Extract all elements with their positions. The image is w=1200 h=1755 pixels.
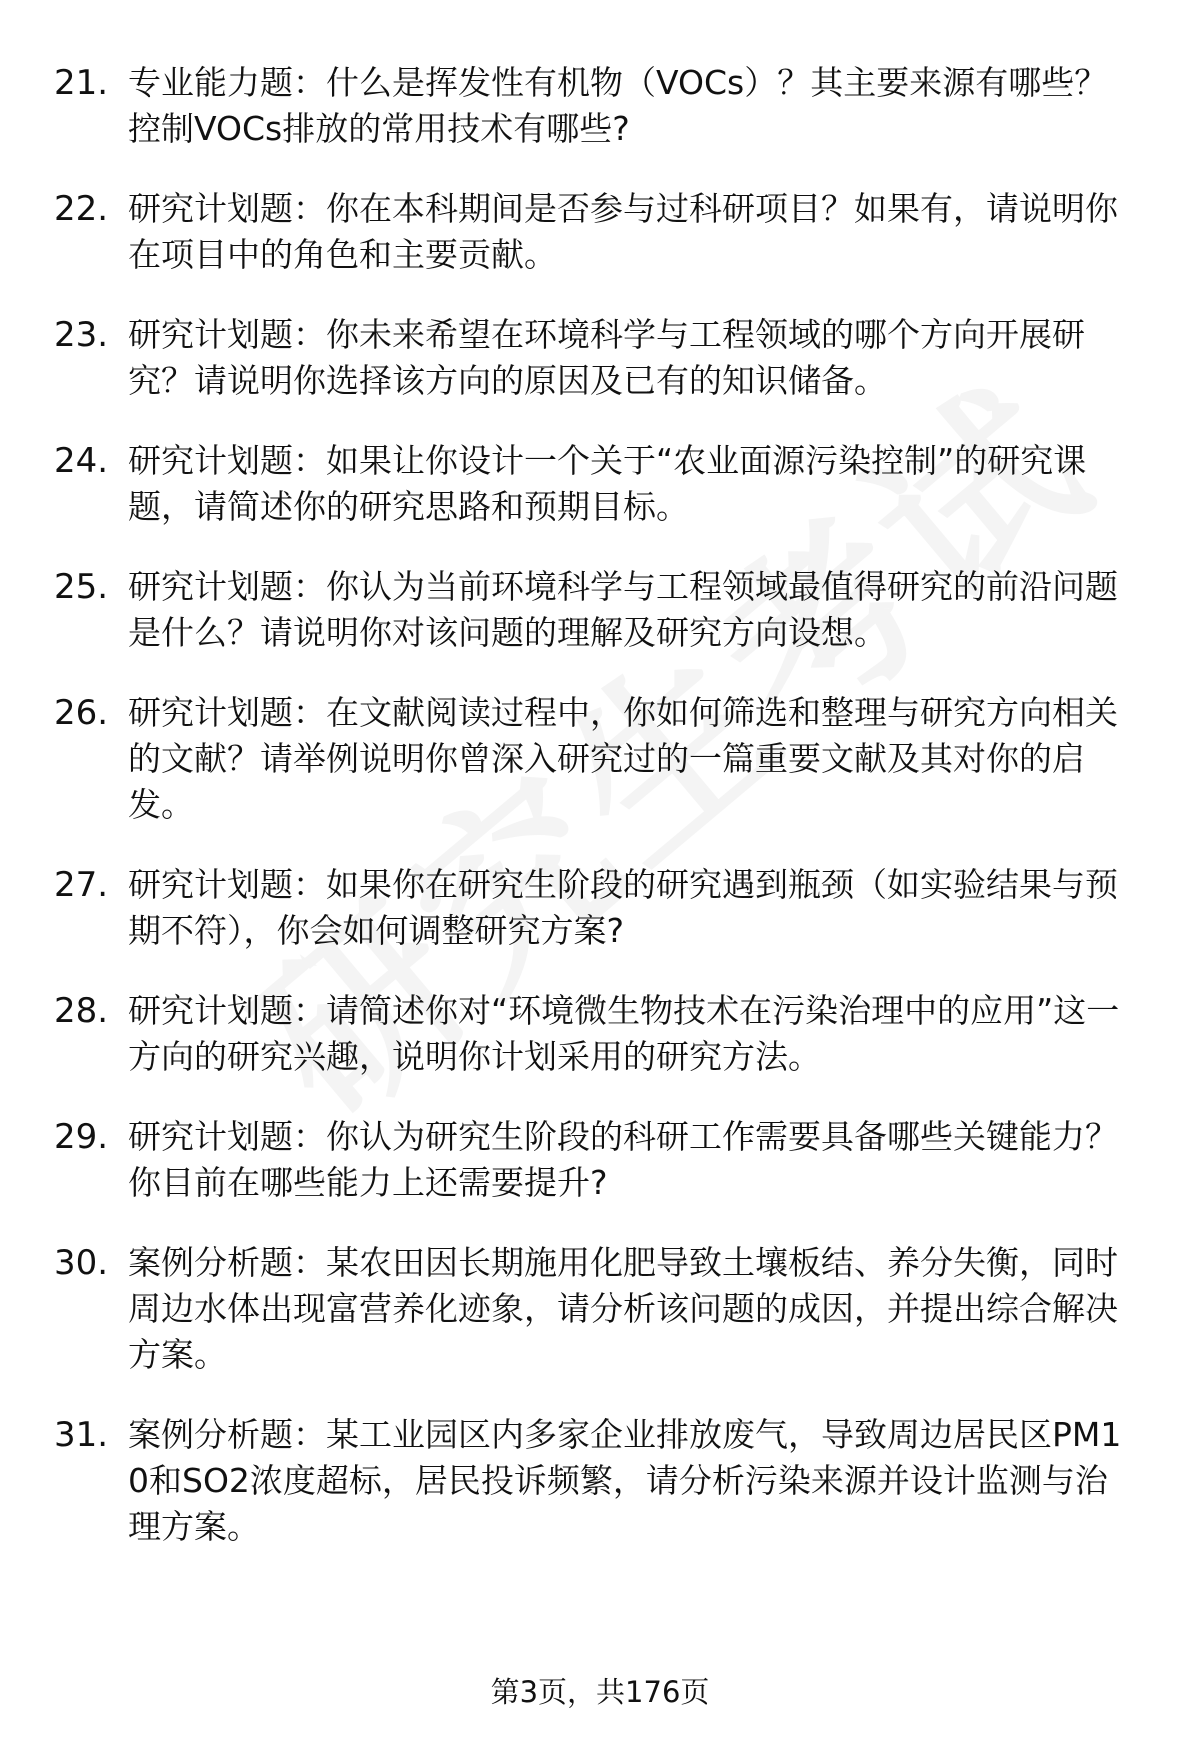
question-number: 28. bbox=[54, 991, 109, 1031]
question-text: 专业能力题：什么是挥发性有机物（VOCs）？其主要来源有哪些？控制VOCs排放的常用技术有哪些? bbox=[128, 63, 1108, 148]
question-item bbox=[0, 438, 1200, 530]
question-text: 研究计划题：你未来希望在环境科学与工程领域的哪个方向开展研究？请说明你选择该方向的原因及已有的知识储备。 bbox=[128, 315, 1085, 400]
question-text: 研究计划题：你认为当前环境科学与工程领域最值得研究的前沿问题是什么？请说明你对该问题的理解及研究方向设想。 bbox=[128, 567, 1118, 652]
question-text: 研究计划题：你在本科期间是否参与过科研项目？如果有，请说明你在项目中的角色和主要贡献。 bbox=[128, 189, 1118, 274]
question-item bbox=[0, 564, 1200, 656]
question-item bbox=[0, 988, 1200, 1080]
question-number: 30. bbox=[54, 1243, 109, 1283]
question-item bbox=[0, 186, 1200, 278]
question-text: 案例分析题：某工业园区内多家企业排放废气，导致周边居民区PM10和SO2浓度超标，居民投诉频繁，请分析污染来源并设计监测与治理方案。 bbox=[128, 1415, 1122, 1546]
question-number: 29. bbox=[54, 1117, 109, 1157]
question-number: 24. bbox=[54, 441, 109, 481]
question-number: 25. bbox=[54, 567, 109, 607]
question-text: 研究计划题：你认为研究生阶段的科研工作需要具备哪些关键能力？你目前在哪些能力上还需要提升? bbox=[128, 1117, 1118, 1202]
question-number: 23. bbox=[54, 315, 109, 355]
question-item bbox=[0, 862, 1200, 954]
question-item bbox=[0, 1412, 1200, 1550]
question-text: 研究计划题：如果让你设计一个关于“农业面源污染控制”的研究课题，请简述你的研究思路和预期目标。 bbox=[128, 441, 1087, 526]
question-text: 研究计划题：如果你在研究生阶段的研究遇到瓶颈（如实验结果与预期不符），你会如何调整研究方案? bbox=[128, 865, 1118, 950]
question-number: 21. bbox=[54, 63, 109, 103]
question-number: 31. bbox=[54, 1415, 109, 1455]
question-text: 研究计划题：在文献阅读过程中，你如何筛选和整理与研究方向相关的文献？请举例说明你曾深入研究过的一篇重要文献及其对你的启发。 bbox=[128, 693, 1118, 824]
question-number: 26. bbox=[54, 693, 109, 733]
question-item bbox=[0, 1240, 1200, 1378]
page-number-footer: 第3页，共176页 bbox=[490, 1675, 710, 1709]
question-item bbox=[0, 60, 1200, 152]
question-text: 案例分析题：某农田因长期施用化肥导致土壤板结、养分失衡，同时周边水体出现富营养化迹象，请分析该问题的成因，并提出综合解决方案。 bbox=[128, 1243, 1118, 1374]
question-item bbox=[0, 312, 1200, 404]
question-number: 27. bbox=[54, 865, 109, 905]
question-text: 研究计划题：请简述你对“环境微生物技术在污染治理中的应用”这一方向的研究兴趣，说明你计划采用的研究方法。 bbox=[128, 991, 1120, 1076]
question-number: 22. bbox=[54, 189, 109, 229]
question-item bbox=[0, 1114, 1200, 1206]
question-item bbox=[0, 690, 1200, 828]
question-list bbox=[0, 60, 1200, 1584]
